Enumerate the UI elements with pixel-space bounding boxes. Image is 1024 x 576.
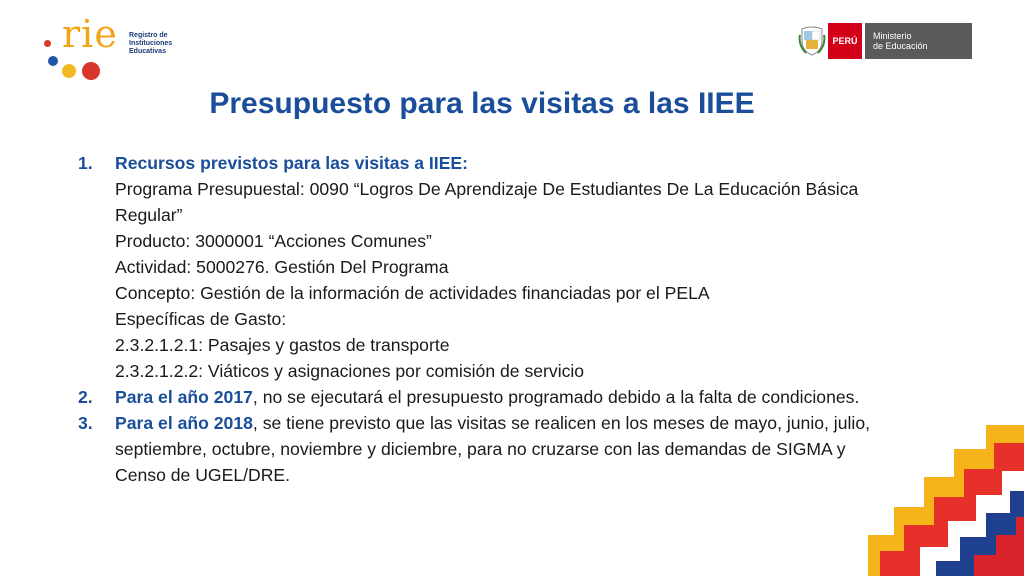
list-item-heading: Recursos previstos para las visitas a IIEE: — [115, 153, 469, 173]
list-item-line: Programa Presupuestal: 0090 “Logros De Aprendizaje De Estudiantes De La Educación Básica — [115, 179, 859, 199]
logo-subtitle-line: Instituciones — [129, 40, 173, 47]
list-item-line: Regular” — [115, 205, 183, 225]
list-number: 1. — [78, 153, 93, 173]
list-item-line: Censo de UGEL/DRE. — [115, 465, 291, 485]
ministry-label — [864, 23, 972, 59]
logo-dot-yellow — [62, 64, 76, 78]
list-number: 2. — [78, 387, 93, 407]
list-item-text: , se tiene previsto que las visitas se realicen en los meses de mayo, junio, julio, — [252, 413, 870, 433]
list-item-highlight: Para el año 2018 — [115, 413, 253, 433]
logo-subtitle-line: Educativas — [129, 48, 166, 55]
ministry-banner — [798, 23, 974, 59]
list-item — [78, 410, 958, 488]
rie-logo — [40, 12, 180, 84]
list-item-line: septiembre, octubre, noviembre y diciembre, para no cruzarse con las demandas de SIGMA y — [115, 439, 846, 459]
ministry-label-line: de Educación — [873, 41, 928, 51]
coat-of-arms-icon — [798, 25, 826, 57]
list-item — [78, 384, 958, 410]
list-item-line: Concepto: Gestión de la información de actividades financiadas por el PELA — [115, 283, 710, 303]
logo-subtitle — [129, 32, 189, 56]
list-item-line: Producto: 3000001 “Acciones Comunes” — [115, 231, 432, 251]
slide-content — [78, 150, 958, 488]
list-item-line: Específicas de Gasto: — [115, 309, 287, 329]
ministry-label-line: Ministerio — [873, 31, 912, 41]
list-item-highlight: Para el año 2017 — [115, 387, 253, 407]
peru-label: PERÚ — [828, 23, 862, 59]
list-item-line: 2.3.2.1.2.2: Viáticos y asignaciones por comisión de servicio — [115, 361, 585, 381]
slide-title: Presupuesto para las visitas a las IIEE — [209, 87, 755, 120]
logo-subtitle-line: Registro de — [129, 32, 168, 39]
logo-dot-blue — [48, 56, 58, 66]
list-item-line: 2.3.2.1.2.1: Pasajes y gastos de transporte — [115, 335, 450, 355]
list-item-text: , no se ejecutará el presupuesto programado debido a la falta de condiciones. — [252, 387, 860, 407]
logo-dot-red-large — [82, 62, 100, 80]
list-number: 3. — [78, 413, 93, 433]
logo-wordmark: rie — [62, 12, 118, 56]
logo-dot-red-small — [44, 40, 51, 47]
decorative-staircase-graphic — [868, 425, 1024, 576]
list-item-line: Actividad: 5000276. Gestión Del Programa — [115, 257, 449, 277]
list-item — [78, 150, 958, 384]
